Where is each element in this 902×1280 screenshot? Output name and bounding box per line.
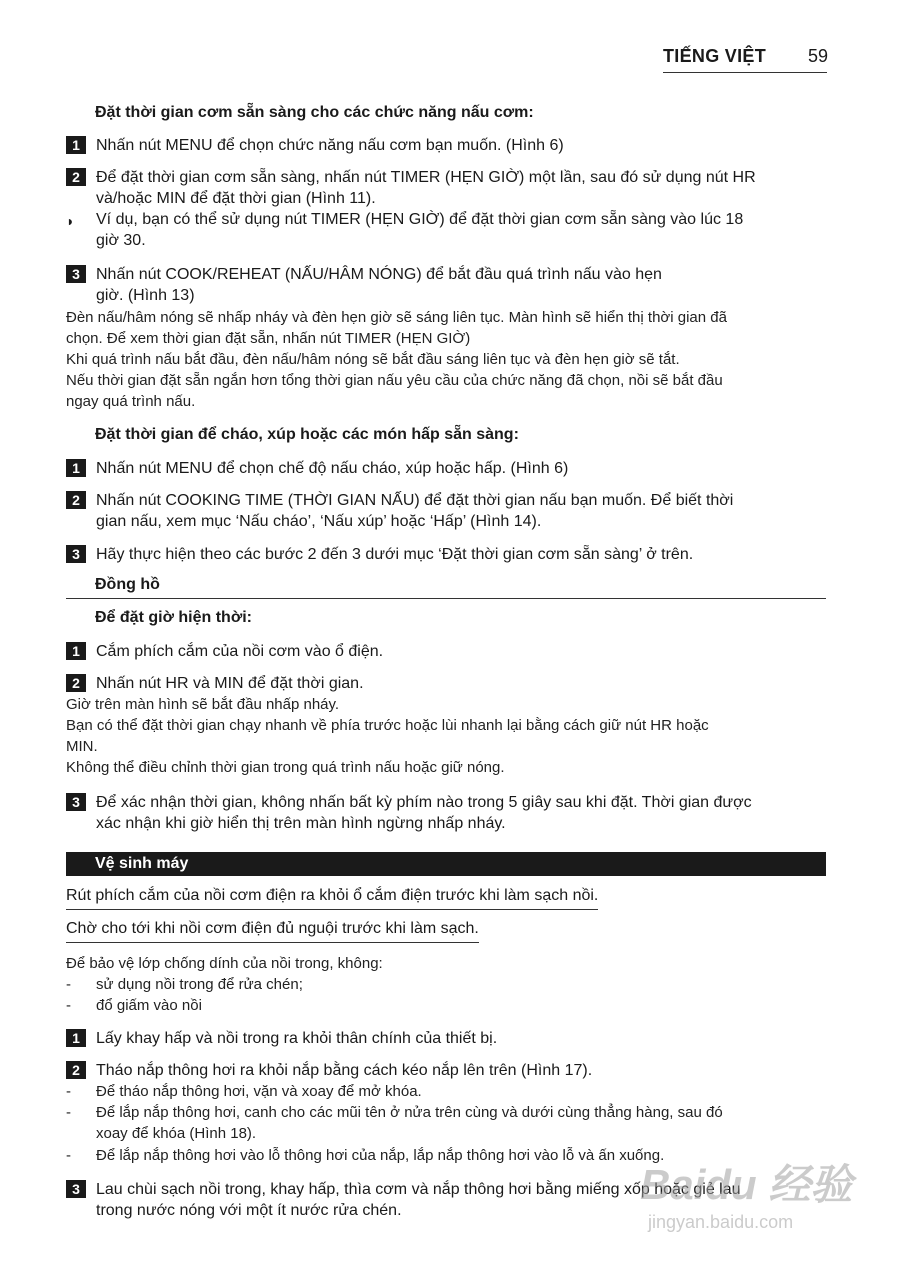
page-number: 59 [808,46,829,66]
step-text: Nhấn nút HR và MIN để đặt thời gian. [96,675,364,692]
step-text: Nhấn nút COOKING TIME (THỜI GIAN NẤU) để đặt thời gian nấu bạn muốn. Để biết thời gian nấu, xem mục ‘Nấu cháo’, ‘Nấu xúp’ hoặc ‘Hấp’ (Hình 14). [96,492,734,530]
step-number: 2 [66,1061,86,1079]
step-text: Nhấn nút COOK/REHEAT (NẤU/HÂM NÓNG) để bắt đầu quá trình nấu vào hẹn giờ. (Hình 13) [96,266,662,304]
nonstick-intro: Để bảo vệ lớp chống dính của nồi trong, không: [66,955,383,972]
notes-block: Giờ trên màn hình sẽ bắt đầu nhấp nháy. Bạn có thể đặt thời gian chạy nhanh về phía trước hoặc lùi nhanh lại bằng cách giữ nút HR hoặc MIN. Không thể điều chỉnh thời gian trong quá trình nấu hoặc giữ nóng. [66,696,709,776]
header-rule [663,72,827,73]
section-heading-porridge-ready: Đặt thời gian để cháo, xúp hoặc các món hấp sẵn sàng: [95,426,519,443]
bullet-icon: ◗ [66,213,75,229]
step-number: 2 [66,674,86,692]
section-rule [66,598,826,599]
step-number: 2 [66,168,86,186]
subheading-set-time: Để đặt giờ hiện thời: [95,609,252,626]
step-text: Nhấn nút MENU để chọn chức năng nấu cơm bạn muốn. (Hình 6) [96,137,564,154]
step-text: Nhấn nút MENU để chọn chế độ nấu cháo, xúp hoặc hấp. (Hình 6) [96,460,569,477]
step-number: 2 [66,491,86,509]
step-text: Tháo nắp thông hơi ra khỏi nắp bằng cách kéo nắp lên trên (Hình 17). [96,1062,593,1079]
step-number: 3 [66,265,86,283]
step-text: Để xác nhận thời gian, không nhấn bất kỳ phím nào trong 5 giây sau khi đặt. Thời gian được xác nhận khi giờ hiển thị trên màn hình ngừng nhấp nháy. [96,794,752,832]
step-number: 3 [66,793,86,811]
section-title-clock: Đồng hồ [95,576,160,593]
section-heading-rice-ready: Đặt thời gian cơm sẵn sàng cho các chức năng nấu cơm: [95,104,534,121]
notes-block: Đèn nấu/hâm nóng sẽ nhấp nháy và đèn hẹn giờ sẽ sáng liên tục. Màn hình sẽ hiển thị thời gian đã chọn. Để xem thời gian đặt sẵn, nhấn nút TIMER (HẸN GIỜ) Khi quá trình nấu bắt đầu, đèn nấu/hâm nóng sẽ bắt đầu sáng liên tục và đèn hẹn giờ sẽ tắt. Nếu thời gian đặt sẵn ngắn hơn tổng thời gian nấu yêu cầu của chức năng đã chọn, nồi sẽ bắt đầu ngay quá trình nấu. [66,309,727,410]
step-text: Để đặt thời gian cơm sẵn sàng, nhấn nút TIMER (HẸN GIỜ) một lần, sau đó sử dụng nút HR và/hoặc MIN để đặt thời gian (Hình 11). [96,169,756,207]
step-number: 1 [66,459,86,477]
step-text: Lau chùi sạch nồi trong, khay hấp, thìa cơm và nắp thông hơi bằng miếng xốp hoặc giẻ lau trong nước nóng với một ít nước rửa chén. [96,1181,741,1219]
step-text: Cắm phích cắm của nồi cơm vào ổ điện. [96,643,384,660]
step-number: 3 [66,1180,86,1198]
step-number: 1 [66,136,86,154]
step-text: Hãy thực hiện theo các bước 2 đến 3 dưới mục ‘Đặt thời gian cơm sẵn sàng’ ở trên. [96,546,694,563]
warning-cool-down: Chờ cho tới khi nồi cơm điện đủ nguội trước khi làm sạch. [66,918,479,943]
tip-text: Ví dụ, bạn có thể sử dụng nút TIMER (HẸN GIỜ) để đặt thời gian cơm sẵn sàng vào lúc 18 giờ 30. [96,211,744,249]
watermark-url: jingyan.baidu.com [648,1212,794,1232]
step-number: 3 [66,545,86,563]
running-header-language: TIẾNG VIỆT [663,46,767,66]
step-number: 1 [66,642,86,660]
section-bar-cleaning: Vệ sinh máy [66,852,826,876]
warning-unplug: Rút phích cắm của nồi cơm điện ra khỏi ổ cắm điện trước khi làm sạch nồi. [66,885,598,910]
baidu-watermark [640,1152,870,1242]
step-text: Lấy khay hấp và nồi trong ra khỏi thân chính của thiết bị. [96,1030,498,1047]
step-number: 1 [66,1029,86,1047]
watermark-brand: Baidu 经验 [640,1161,853,1208]
